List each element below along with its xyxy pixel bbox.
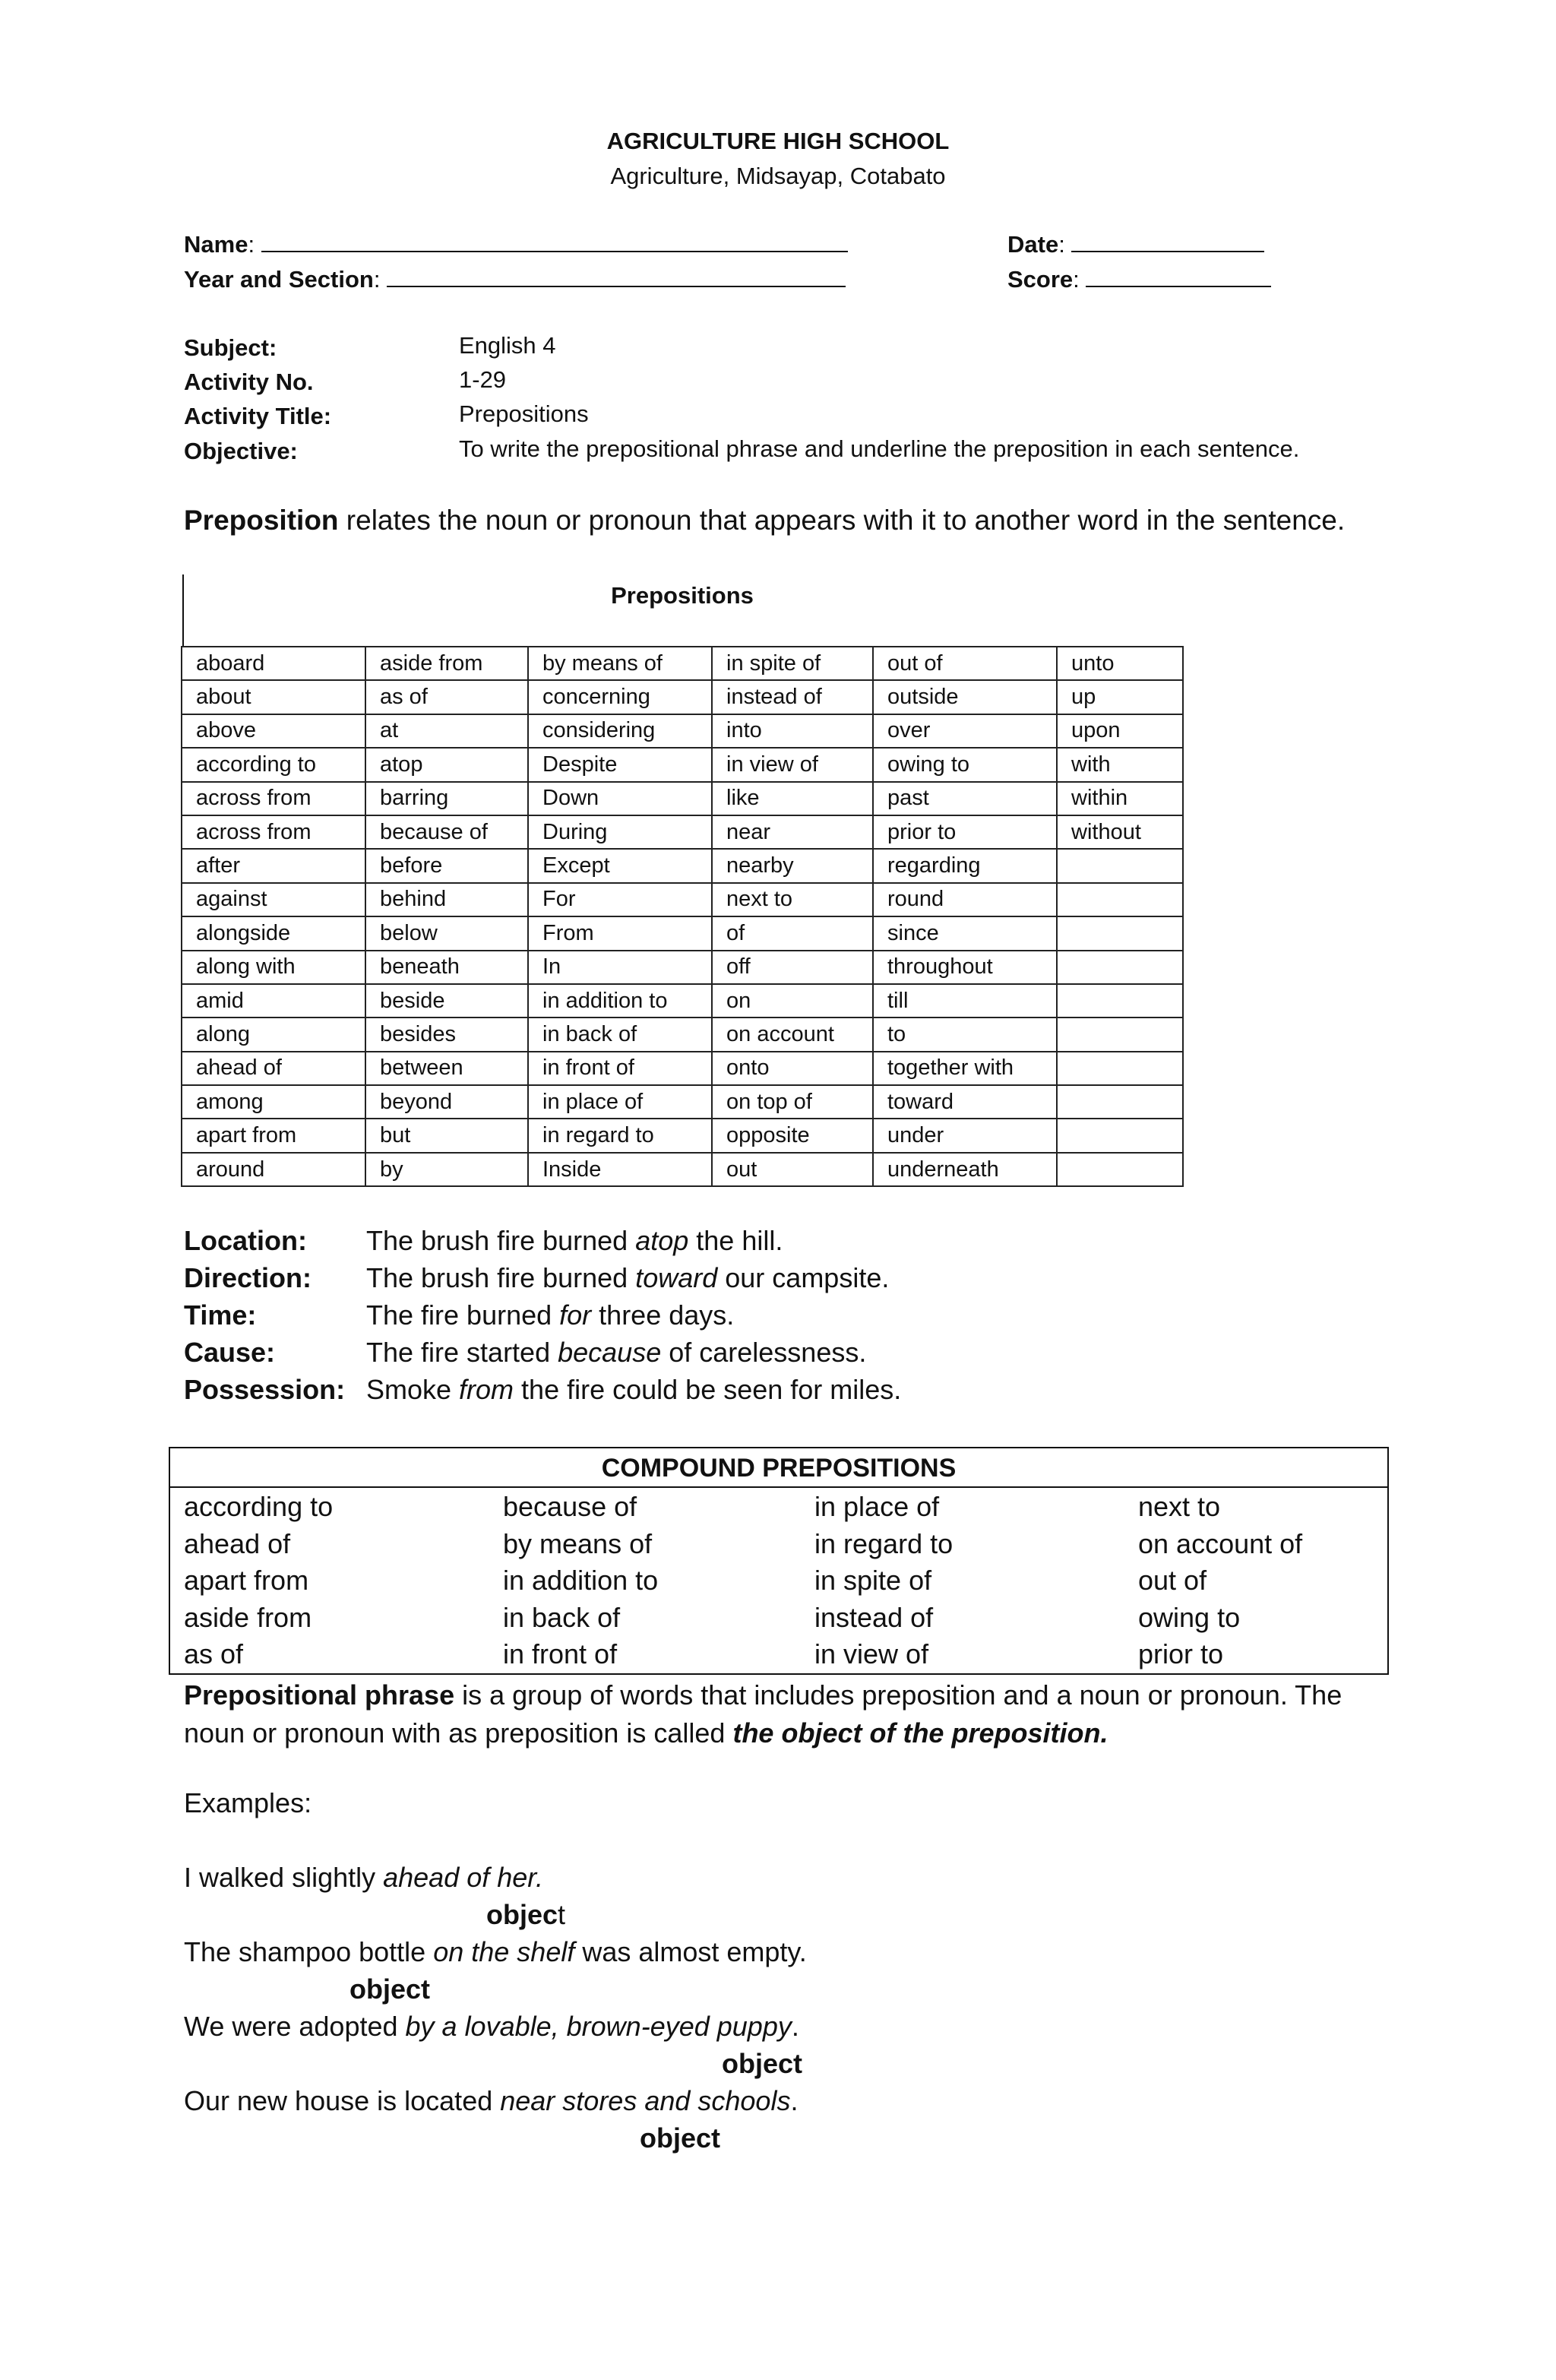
table-cell: unto <box>1057 647 1183 680</box>
table-cell: before <box>365 849 528 882</box>
table-cell: considering <box>528 714 712 748</box>
table-cell: beyond <box>365 1085 528 1119</box>
object-label: object <box>640 2122 721 2154</box>
examples-label: Examples: <box>184 1787 312 1818</box>
school-name: AGRICULTURE HIGH SCHOOL <box>606 128 950 154</box>
table-cell: across from <box>182 815 365 849</box>
prepositions-table <box>181 646 1184 1187</box>
table-cell: across from <box>182 782 365 815</box>
object-label: object <box>349 1973 431 2005</box>
table-cell: beneath <box>365 951 528 984</box>
table-cell: since <box>873 916 1057 950</box>
table-cell: onto <box>712 1052 873 1085</box>
table-cell: Down <box>528 782 712 815</box>
list-item: in view of <box>814 1638 929 1669</box>
table-cell: within <box>1057 782 1183 815</box>
score-field[interactable] <box>1086 266 1271 287</box>
table-cell: aside from <box>365 647 528 680</box>
compound-prepositions-title: COMPOUND PREPOSITIONS <box>170 1448 1387 1488</box>
table-cell: together with <box>873 1052 1057 1085</box>
table-cell <box>1057 1018 1183 1051</box>
list-item: according to <box>184 1491 334 1522</box>
table-cell: amid <box>182 984 365 1018</box>
table-cell: out of <box>873 647 1057 680</box>
table-cell: Except <box>528 849 712 882</box>
list-item: ahead of <box>184 1527 291 1559</box>
year-section-row: Year and Section: <box>184 266 846 293</box>
table-cell: according to <box>182 748 365 781</box>
table-cell: over <box>873 714 1057 748</box>
school-address: Agriculture, Midsayap, Cotabato <box>610 163 946 189</box>
table-cell: in place of <box>528 1085 712 1119</box>
table-cell: For <box>528 883 712 916</box>
table-cell: without <box>1057 815 1183 849</box>
table-cell: opposite <box>712 1119 873 1152</box>
list-item: owing to <box>1138 1601 1241 1633</box>
worksheet-page: AGRICULTURE HIGH SCHOOL Agriculture, Midsayap, Cotabato Name: Year and Section: Date: Score: Subject: English 4 Activity No. 1-29 Activity Title: Prepositions Objective: To write the prepositional phrase and underline the preposition in each sentence. Preposition relates the noun or pronoun that appears with it to another word in the sentence. Prepositions aboard aside from by means of in spite of out of unto about as of concerning instead of outside up above at considering into over upon according to atop Despite in view of owing to with across from barring Down like past within across from because of During near prior to without after before Except nearby regarding against behind For next to round alongside below From of since along with beneath In off throughout amid beside in addition to on till along besides in back of on account to ahead of between in front of onto together with among beyond in place of on top of toward apart from but in regard to opposite under around by Inside out underneath Location: The brush fire burned atop the hill. Direction: The brush fire burned toward our campsite. Time: The fire burned for three days. Cause: The fire started because of carelessness. Possession: Smoke from the fire could be seen for miles. COMPOUND PREPOSITIONS according to because of in place of next to ahead of by means of in regard to on account of apart from in addition to in spite of out of aside from in back of instead of owing to as of in front of in view of prior to Prepositional phrase is a group of words that includes preposition and a noun or pronoun. The noun or pronoun with as preposition is called the object of the preposition. Examples: I walked slightly ahead of her. object The shampoo bottle on the shelf was almost empty. object We were adopted by a lovable, brown-eyed puppy. object Our new house is located near stores and schools. object <box>0 0 1556 2380</box>
name-label: Name <box>184 231 248 258</box>
table-cell: but <box>365 1119 528 1152</box>
table-cell: in view of <box>712 748 873 781</box>
score-label: Score <box>1007 266 1074 293</box>
table-cell: up <box>1057 680 1183 714</box>
table-cell: behind <box>365 883 528 916</box>
table-cell: off <box>712 951 873 984</box>
table-cell: against <box>182 883 365 916</box>
year-section-label: Year and Section <box>184 266 374 293</box>
table-row <box>182 647 1183 680</box>
table-cell: prior to <box>873 815 1057 849</box>
table-cell: In <box>528 951 712 984</box>
table-cell <box>1057 1153 1183 1186</box>
table-row <box>182 1153 1183 1186</box>
table-cell: after <box>182 849 365 882</box>
table-cell: upon <box>1057 714 1183 748</box>
object-label: object <box>722 2048 803 2079</box>
table-cell: outside <box>873 680 1057 714</box>
list-item: prior to <box>1138 1638 1224 1669</box>
table-cell <box>1057 883 1183 916</box>
example-sentence: I walked slightly ahead of her. <box>184 1862 543 1893</box>
table-cell: besides <box>365 1018 528 1051</box>
list-item: in regard to <box>814 1527 954 1559</box>
table-cell: between <box>365 1052 528 1085</box>
table-cell: around <box>182 1153 365 1186</box>
table-row <box>182 748 1183 781</box>
table-cell: till <box>873 984 1057 1018</box>
table-cell <box>1057 849 1183 882</box>
table-cell: next to <box>712 883 873 916</box>
table-cell <box>1057 916 1183 950</box>
table-cell: owing to <box>873 748 1057 781</box>
table-cell <box>1057 984 1183 1018</box>
table-cell: out <box>712 1153 873 1186</box>
list-item: in spite of <box>814 1565 932 1596</box>
list-item: in front of <box>503 1638 618 1669</box>
table-cell: on account <box>712 1018 873 1051</box>
list-item: as of <box>184 1638 244 1669</box>
table-cell: near <box>712 815 873 849</box>
table-row <box>182 815 1183 849</box>
table-cell: throughout <box>873 951 1057 984</box>
example-sentence: We were adopted by a lovable, brown-eyed puppy. <box>184 2011 799 2042</box>
preposition-definition: Preposition relates the noun or pronoun that appears with it to another word in the sentence. <box>184 505 1346 536</box>
table-row <box>182 849 1183 882</box>
table-cell: above <box>182 714 365 748</box>
table-row <box>182 1085 1183 1119</box>
table-cell: ahead of <box>182 1052 365 1085</box>
list-item: on account of <box>1138 1527 1303 1559</box>
list-item: in back of <box>503 1601 621 1633</box>
table-cell: apart from <box>182 1119 365 1152</box>
example-sentence: Our new house is located near stores and schools. <box>184 2085 799 2116</box>
list-item: next to <box>1138 1491 1221 1522</box>
table-row <box>182 1018 1183 1051</box>
date-label: Date <box>1007 231 1059 258</box>
table-row <box>182 916 1183 950</box>
table-cell: past <box>873 782 1057 815</box>
table-cell: During <box>528 815 712 849</box>
table-cell: on top of <box>712 1085 873 1119</box>
table-row <box>182 714 1183 748</box>
table-cell <box>1057 951 1183 984</box>
table-cell: with <box>1057 748 1183 781</box>
table-cell: to <box>873 1018 1057 1051</box>
table-cell: in addition to <box>528 984 712 1018</box>
list-item: aside from <box>184 1601 312 1633</box>
date-row: Date: <box>1007 231 1264 258</box>
table-cell <box>1057 1052 1183 1085</box>
table-cell: about <box>182 680 365 714</box>
prepositional-phrase-definition: Prepositional phrase is a group of words that includes preposition and a noun or pronoun. The noun or pronoun with as preposition is called the object of the preposition. <box>184 1679 1343 1749</box>
example-sentence: The shampoo bottle on the shelf was almost empty. <box>184 1936 807 1967</box>
list-item: out of <box>1138 1565 1207 1596</box>
list-item: in place of <box>814 1491 940 1522</box>
table-cell: Inside <box>528 1153 712 1186</box>
table-cell: instead of <box>712 680 873 714</box>
table-cell: by means of <box>528 647 712 680</box>
table-row <box>182 680 1183 714</box>
table-cell: below <box>365 916 528 950</box>
compound-prepositions-box <box>169 1447 1389 1675</box>
list-item: instead of <box>814 1601 934 1633</box>
table-cell: in front of <box>528 1052 712 1085</box>
table-cell: because of <box>365 815 528 849</box>
table-cell <box>1057 1119 1183 1152</box>
table-cell: in spite of <box>712 647 873 680</box>
list-item: because of <box>503 1491 637 1522</box>
name-field[interactable] <box>261 231 848 252</box>
name-row: Name: <box>184 231 848 258</box>
table-cell: on <box>712 984 873 1018</box>
table-cell: into <box>712 714 873 748</box>
table-cell: toward <box>873 1085 1057 1119</box>
table-cell: From <box>528 916 712 950</box>
table-row <box>182 951 1183 984</box>
table-cell: beside <box>365 984 528 1018</box>
table-row <box>182 1119 1183 1152</box>
list-item: apart from <box>184 1565 309 1596</box>
score-row: Score: <box>1007 266 1271 293</box>
object-label: object <box>486 1899 566 1930</box>
table-cell: like <box>712 782 873 815</box>
list-item: by means of <box>503 1527 653 1559</box>
table-cell: as of <box>365 680 528 714</box>
list-item: in addition to <box>503 1565 659 1596</box>
table-row <box>182 984 1183 1018</box>
table-cell: regarding <box>873 849 1057 882</box>
table-row <box>182 782 1183 815</box>
table-cell: round <box>873 883 1057 916</box>
prepositions-table-title: Prepositions <box>182 574 1179 646</box>
table-cell: along with <box>182 951 365 984</box>
table-cell: Despite <box>528 748 712 781</box>
table-cell: among <box>182 1085 365 1119</box>
table-cell: nearby <box>712 849 873 882</box>
table-cell: of <box>712 916 873 950</box>
table-cell <box>1057 1085 1183 1119</box>
table-cell: underneath <box>873 1153 1057 1186</box>
table-cell: in back of <box>528 1018 712 1051</box>
table-cell: along <box>182 1018 365 1051</box>
table-row <box>182 883 1183 916</box>
table-cell: alongside <box>182 916 365 950</box>
year-section-field[interactable] <box>387 266 846 287</box>
table-cell: concerning <box>528 680 712 714</box>
table-cell: aboard <box>182 647 365 680</box>
date-field[interactable] <box>1071 231 1264 252</box>
table-cell: at <box>365 714 528 748</box>
table-cell: atop <box>365 748 528 781</box>
table-cell: by <box>365 1153 528 1186</box>
table-cell: in regard to <box>528 1119 712 1152</box>
table-row <box>182 1052 1183 1085</box>
table-cell: barring <box>365 782 528 815</box>
table-cell: under <box>873 1119 1057 1152</box>
